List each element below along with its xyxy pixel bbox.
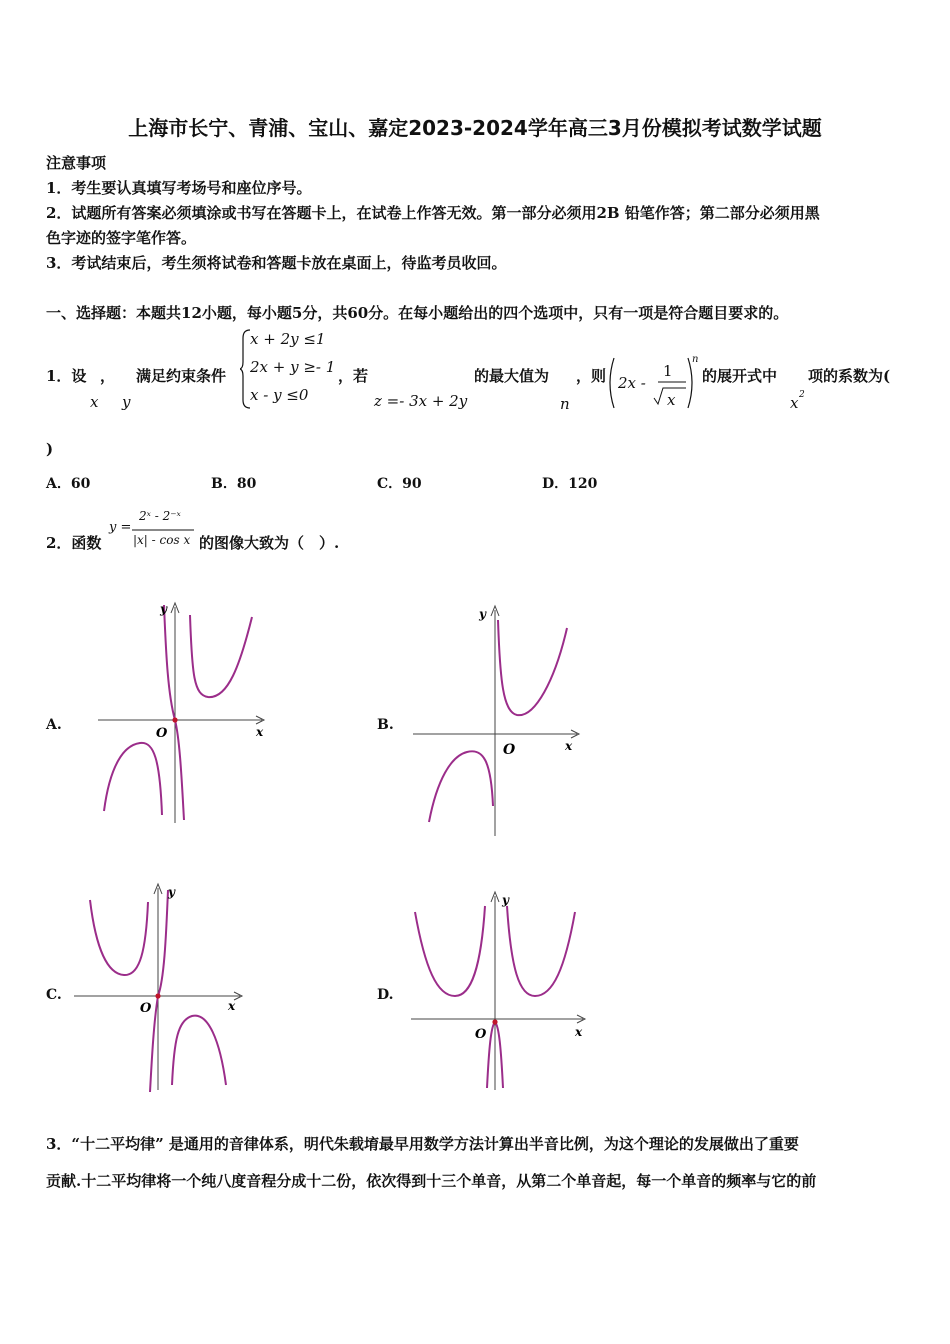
q1-x2-power: 2 (799, 390, 805, 400)
graph-c-x-label: x (228, 999, 236, 1013)
q1-option-a: A．60 (46, 476, 91, 492)
binomial-sqrt-x: x (667, 391, 676, 409)
q1-ruo: ，若 (338, 367, 369, 385)
q1-objective: z =- 3x + 2y (374, 392, 468, 410)
notice-item-2-cont: 色字迹的签字笔作答。 (46, 229, 197, 247)
notice-item-3: 3．考试结束后，考生须将试卷和答题卡放在桌面上，待监考员收回。 (46, 254, 507, 272)
q1-x2: x (790, 394, 799, 412)
q2-label-a: A. (46, 717, 62, 733)
binomial-2x: 2x - (618, 374, 646, 392)
q1-var-y: y (122, 393, 131, 411)
q1-n: n (560, 395, 570, 413)
graph-d-origin: O (475, 1027, 487, 1042)
q3-line-1: 3．“十二平均律” 是通用的音律体系，明代朱载堉最早用数学方法计算出半音比例，为这个理论的发展做出了重要 (46, 1135, 799, 1153)
q1-coef-text: 项的系数为( (808, 367, 891, 385)
q1-constraint-text: 满足约束条件 (136, 367, 227, 385)
page-title: 上海市长宁、青浦、宝山、嘉定2023-2024学年高三3月份模拟考试数学试题 (128, 116, 822, 140)
graph-c-origin: O (140, 1001, 152, 1016)
graph-d (405, 888, 590, 1093)
q2-label-c: C. (46, 987, 62, 1003)
constraint-3: x - y ≤0 (250, 386, 309, 404)
q1-expand-text: 的展开式中 (702, 367, 778, 385)
q1-var-x: x (90, 393, 99, 411)
q2-suffix: 的图像大致为（ ）. (199, 534, 340, 552)
q2-numerator: 2ˣ - 2⁻ˣ (139, 509, 181, 523)
q2-denominator: |x| - cos x (133, 533, 191, 547)
q1-close-paren: ) (46, 440, 54, 458)
section-1-heading: 一、选择题：本题共12小题，每小题5分，共60分。在每小题给出的四个选项中，只有一项是符合题目要求的。 (46, 304, 789, 322)
graph-c (70, 880, 250, 1095)
q2-label-d: D. (377, 987, 394, 1003)
graph-d-x-label: x (575, 1025, 583, 1039)
q2-prefix: 2．函数 (46, 534, 102, 552)
graph-a-y-label: y (160, 602, 167, 616)
q1-option-d: D．120 (542, 476, 598, 492)
notice-item-2: 2．试题所有答案必须填涂或书写在答题卡上，在试卷上作答无效。第一部分必须用2B 铅笔作答；第二部分必须用黑 (46, 204, 820, 222)
graph-b-y-label: y (479, 607, 486, 621)
notice-item-1: 1．考生要认真填写考场号和座位序号。 (46, 179, 312, 197)
binomial-numerator: 1 (663, 362, 673, 380)
q1-option-b: B．80 (211, 476, 257, 492)
q1-max-text: 的最大值为 (474, 367, 550, 385)
q1-comma: ， (100, 367, 116, 385)
graph-b (405, 600, 590, 840)
constraint-2: 2x + y ≥- 1 (250, 358, 336, 376)
fraction-bar (132, 528, 196, 532)
graph-d-y-label: y (502, 893, 509, 907)
binomial-power-n: n (692, 354, 699, 365)
graph-c-y-label: y (168, 885, 175, 899)
graph-b-origin: O (503, 742, 516, 758)
graph-b-x-label: x (565, 739, 573, 753)
notice-heading: 注意事项 (46, 154, 107, 172)
q2-label-b: B. (377, 717, 394, 733)
graph-a (90, 595, 275, 830)
q1-prefix: 1．设 (46, 367, 87, 385)
graph-a-origin: O (156, 726, 168, 741)
q2-y-eq: y = (109, 520, 132, 535)
q1-ze: ，则 (576, 367, 607, 385)
q3-line-2: 贡献.十二平均律将一个纯八度音程分成十二份，依次得到十三个单音，从第二个单音起，每一个单音的频率与它的前 (46, 1172, 817, 1190)
graph-a-x-label: x (256, 725, 264, 739)
constraint-1: x + 2y ≤1 (250, 330, 326, 348)
q1-option-c: C．90 (377, 476, 422, 492)
